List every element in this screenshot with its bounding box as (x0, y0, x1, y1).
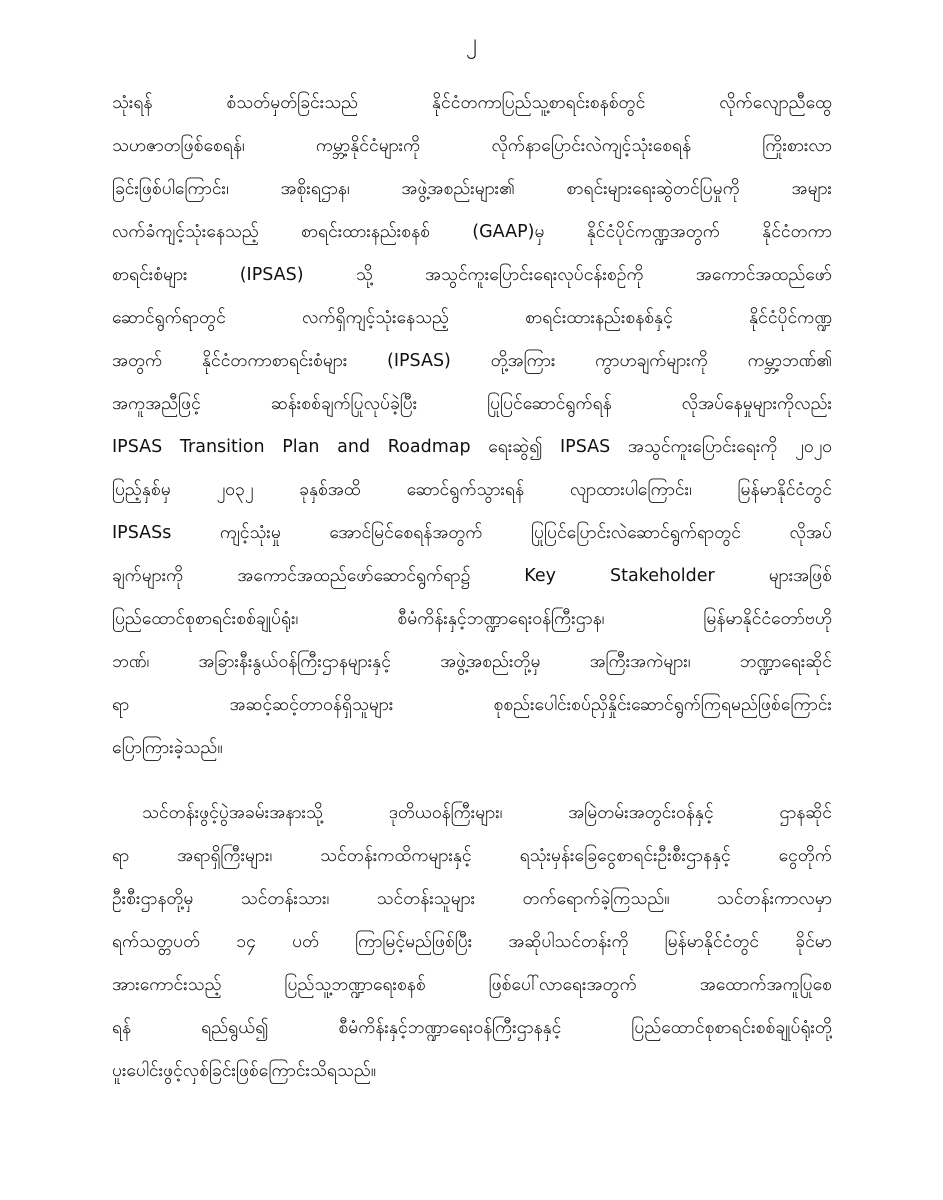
paragraph-line: သဟဇာတဖြစ်စေရန်၊ ကမ္ဘာ့နိုင်ငံများကို လိုက်နာပြောင်းလဲကျင့်သုံးစေရန် ကြိုးစားလာ (112, 136, 832, 156)
paragraph-line: သုံးရန် စံသတ်မှတ်ခြင်းသည် နိုင်ငံတကာပြည်သူ့စာရင်းစနစ်တွင် လိုက်လျောညီထွေ (112, 93, 832, 113)
paragraph-line: ပူးပေါင်းဖွင့်လှစ်ခြင်းဖြစ်ကြောင်းသိရသည်။ (112, 1061, 377, 1081)
paragraph-line: စာရင်းစံများ (IPSAS) သို့ အသွင်ကူးပြောင်းရေးလုပ်ငန်းစဉ်ကို အကောင်အထည်ဖော် (112, 265, 832, 285)
paragraph-line: IPSAS Transition Plan and Roadmap ရေးဆွဲ၍ IPSAS အသွင်ကူးပြောင်းရေးကို ၂၀၂၀ (112, 437, 832, 457)
paragraph-1 (112, 82, 832, 770)
paragraph-line: ရက်သတ္တပတ် ၁၄ ပတ် ကြာမြင့်မည်ဖြစ်ပြီး အဆိုပါသင်တန်းကို မြန်မာနိုင်ငံတွင် ခိုင်မာ (112, 932, 832, 952)
paragraph-line: ဦးစီးဌာနတို့မှ သင်တန်းသား၊ သင်တန်းသူများ တက်ရောက်ခဲ့ကြသည်။ သင်တန်းကာလမှာ (112, 889, 832, 909)
paragraph-line: အကူအညီဖြင့် ဆန်းစစ်ချက်ပြုလုပ်ခဲ့ပြီး ပြုပြင်ဆောင်ရွက်ရန် လိုအပ်နေမှုများကိုလည်း (112, 394, 832, 414)
paragraph-line: ပြည်ထောင်စုစာရင်းစစ်ချုပ်ရုံး၊ စီမံကိန်းနှင့်ဘဏ္ဍာရေးဝန်ကြီးဌာန၊ မြန်မာနိုင်ငံတော်ဗဟို (112, 609, 832, 629)
paragraph-line: အားကောင်းသည့် ပြည်သူ့ဘဏ္ဍာရေးစနစ် ဖြစ်ပေါ်လာရေးအတွက် အထောက်အကူပြုစေ (112, 975, 832, 995)
paragraph-line: ရန် ရည်ရွယ်၍ စီမံကိန်းနှင့်ဘဏ္ဍာရေးဝန်ကြီးဌာနနှင့် ပြည်ထောင်စုစာရင်းစစ်ချုပ်ရုံးတို့ (112, 1018, 832, 1038)
paragraph-line: ခြင်းဖြစ်ပါကြောင်း၊ အစိုးရဌာန၊ အဖွဲ့အစည်းများ၏ စာရင်းများရေးဆွဲတင်ပြမှုကို အများ (112, 179, 832, 199)
paragraph-line: ပြောကြားခဲ့သည်။ (112, 738, 223, 758)
paragraph-line: ဘဏ်၊ အခြားနီးနွယ်ဝန်ကြီးဌာနများနှင့် အဖွဲ့အစည်းတို့မှ အကြီးအကဲများ၊ ဘဏ္ဍာရေးဆိုင် (112, 652, 832, 672)
paragraph-line: IPSASs ကျင့်သုံးမှု အောင်မြင်စေရန်အတွက် ပြုပြင်ပြောင်းလဲဆောင်ရွက်ရာတွင် လိုအပ် (112, 523, 832, 543)
page-number: ၂ (466, 30, 477, 55)
paragraph-line: ရာ အဆင့်ဆင့်တာဝန်ရှိသူများ စုစည်းပေါင်းစပ်ညှိနှိုင်းဆောင်ရွက်ကြရမည်ဖြစ်ကြောင်း (112, 695, 832, 715)
paragraph-line: သင်တန်းဖွင့်ပွဲအခမ်းအနားသို့ ဒုတိယဝန်ကြီးများ၊ အမြဲတမ်းအတွင်းဝန်နှင့် ဌာနဆိုင် (142, 803, 832, 823)
paragraph-spacer (112, 770, 832, 792)
paragraph-line: အတွက် နိုင်ငံတကာစာရင်းစံများ (IPSAS) တို့အကြား ကွာဟချက်များကို ကမ္ဘာ့ဘဏ်၏ (112, 351, 832, 371)
body-text (112, 82, 832, 1093)
paragraph-line: လက်ခံကျင့်သုံးနေသည့် စာရင်းထားနည်းစနစ် (GAAP)မှ နိုင်ငံပိုင်ကဏ္ဍအတွက် နိုင်ငံတကာ (112, 222, 832, 242)
paragraph-line: ဆောင်ရွက်ရာတွင် လက်ရှိကျင့်သုံးနေသည့် စာရင်းထားနည်းစနစ်နှင့် နိုင်ငံပိုင်ကဏ္ဍ (112, 308, 832, 328)
paragraph-line: ပြည့်နှစ်မှ ၂၀၃၂ ခုနှစ်အထိ ဆောင်ရွက်သွားရန် လျာထားပါကြောင်း၊ မြန်မာနိုင်ငံတွင် (112, 480, 832, 500)
paragraph-line: ချက်များကို အကောင်အထည်ဖော်ဆောင်ရွက်ရာ၌ Key Stakeholder များအဖြစ် (112, 566, 832, 586)
paragraph-2 (112, 792, 832, 1093)
paragraph-line: ရာ အရာရှိကြီးများ၊ သင်တန်းကထိကများနှင့် ရသုံးမှန်းခြေငွေစာရင်းဦးစီးဌာနနှင့် ငွေတိုက် (112, 846, 832, 866)
